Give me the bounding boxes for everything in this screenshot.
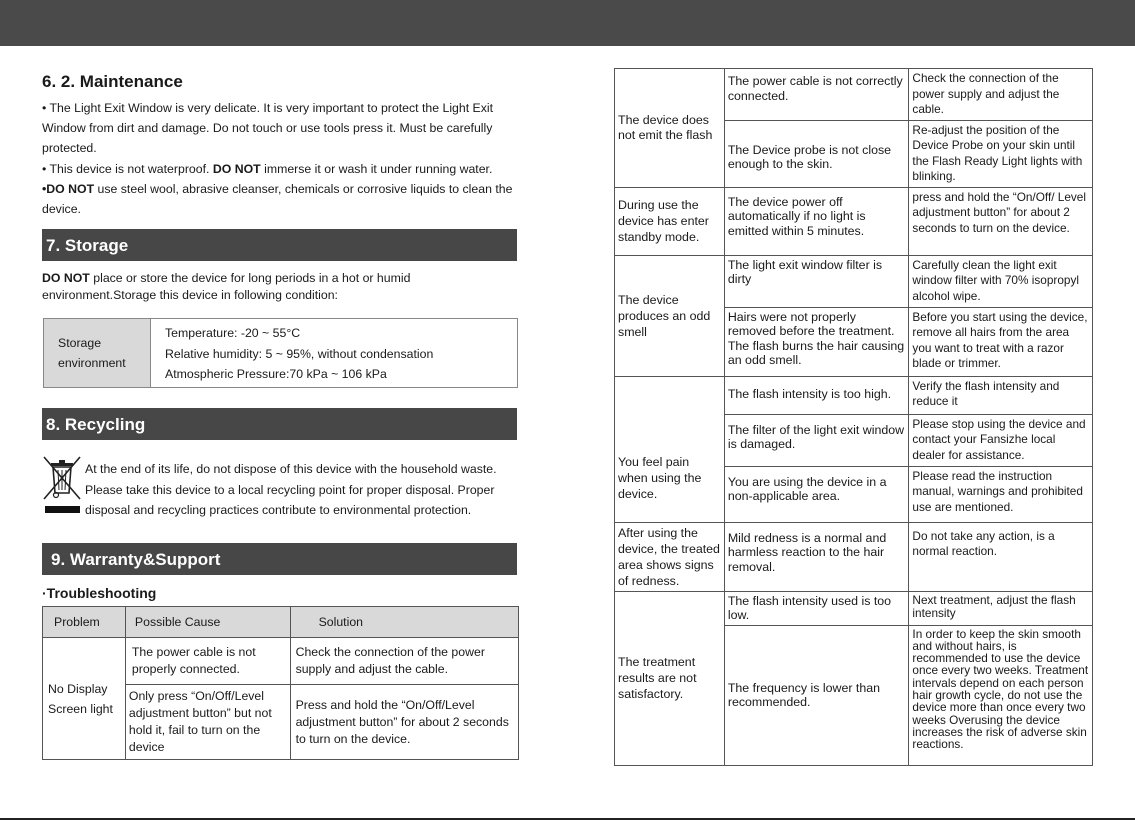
maintenance-bullet-3: •DO NOT use steel wool, abrasive cleanser, chemicals or corrosive liquids to clean the device. bbox=[42, 181, 513, 217]
cause-cell: The power cable is not correctly connected. bbox=[724, 69, 909, 121]
problem-cell: No Display Screen light bbox=[43, 638, 126, 760]
solution-cell: Do not take any action, is a normal reaction. bbox=[909, 522, 1093, 591]
cause-cell: The Device probe is not close enough to the skin. bbox=[724, 120, 909, 187]
table-row bbox=[615, 69, 1093, 121]
table-header-row bbox=[43, 607, 519, 638]
table-row bbox=[615, 376, 1093, 414]
cause-cell: The light exit window filter is dirty bbox=[724, 255, 909, 307]
storage-conditions-table bbox=[43, 318, 518, 388]
maintenance-bullet-2: • This device is not waterproof. DO NOT immerse it or wash it under running water. bbox=[42, 161, 493, 176]
solution-cell: Before you start using the device, remove all hairs from the area you want to treat with a razor blade or trimmer. bbox=[909, 307, 1093, 376]
solution-cell: Re-adjust the position of the Device Probe on your skin until the Flash Ready Light lights with blinking. bbox=[909, 120, 1093, 187]
solution-cell: Check the connection of the power supply and adjust the cable. bbox=[290, 638, 518, 685]
table-row bbox=[615, 187, 1093, 255]
cause-cell: The flash intensity is too high. bbox=[724, 376, 909, 414]
solution-cell: In order to keep the skin smooth and without hairs, is recommended to use the device once every two weeks. Treatment intervals depend on each person hair growth cycle, do not use the device more than once every two weeks Overusing the device increases the risk of adverse skin reactions. bbox=[909, 625, 1093, 765]
cause-cell: Hairs were not properly removed before the treatment. The flash burns the hair causing an odd smell. bbox=[724, 307, 909, 376]
page-header-bar bbox=[0, 0, 1135, 46]
solution-cell: press and hold the “On/Off/ Level adjustment button” for about 2 seconds to turn on the device. bbox=[909, 187, 1093, 255]
crossed-bin-icon bbox=[42, 455, 82, 517]
solution-cell: Carefully clean the light exit window filter with 70% isopropyl alcohol wipe. bbox=[909, 255, 1093, 307]
problem-cell: During use the device has enter standby mode. bbox=[615, 187, 725, 255]
recycling-section bbox=[42, 455, 532, 519]
storage-pressure: Atmospheric Pressure:70 kPa ~ 106 kPa bbox=[165, 367, 387, 381]
storage-intro: DO NOT place or store the device for long periods in a hot or humid environment.Storage this device in following condition: bbox=[42, 271, 411, 302]
solution-cell: Check the connection of the power supply and adjust the cable. bbox=[909, 69, 1093, 121]
problem-cell: The device does not emit the flash bbox=[615, 69, 725, 188]
problem-cell: You feel pain when using the device. bbox=[615, 376, 725, 522]
troubleshooting-table-left bbox=[42, 606, 519, 760]
warranty-heading: 9. Warranty&Support bbox=[42, 543, 517, 575]
cause-cell: The frequency is lower than recommended. bbox=[724, 625, 909, 765]
cause-cell: The filter of the light exit window is damaged. bbox=[724, 414, 909, 466]
storage-humidity: Relative humidity: 5 ~ 95%, without condensation bbox=[165, 346, 434, 361]
solution-cell: Please read the instruction manual, warnings and prohibited use are mentioned. bbox=[909, 466, 1093, 522]
solution-cell: Press and hold the “On/Off/Level adjustment button” for about 2 seconds to turn on the device. bbox=[290, 685, 518, 760]
recycling-text: At the end of its life, do not dispose of this device with the household waste. Please take this device to a local recycling point for proper disposal. Proper disposal and recycling practices contribute to environmental protection. bbox=[85, 462, 497, 517]
cause-cell: You are using the device in a non-applicable area. bbox=[724, 466, 909, 522]
col-cause: Possible Cause bbox=[125, 607, 290, 638]
solution-cell: Verify the flash intensity and reduce it bbox=[909, 376, 1093, 414]
maintenance-heading: 6. 2. Maintenance bbox=[42, 72, 183, 91]
maintenance-bullet-1: • The Light Exit Window is very delicate. It is very important to protect the Light Exit Window from dirt and damage. Do not touch or use tools press it. Must be carefully protected. bbox=[42, 101, 494, 156]
table-row bbox=[615, 522, 1093, 591]
storage-temperature: Temperature: -20 ~ 55°C bbox=[165, 326, 301, 340]
storage-heading: 7. Storage bbox=[42, 229, 517, 261]
cause-cell: The flash intensity used is too low. bbox=[724, 591, 909, 625]
cause-cell: Mild redness is a normal and harmless reaction to the hair removal. bbox=[724, 522, 909, 591]
problem-cell: The device produces an odd smell bbox=[615, 255, 725, 376]
cause-cell: Only press “On/Off/Level adjustment button” but not hold it, fail to turn on the device bbox=[125, 685, 290, 760]
problem-cell: The treatment results are not satisfactory. bbox=[615, 591, 725, 765]
solution-cell: Next treatment, adjust the flash intensity bbox=[909, 591, 1093, 625]
problem-cell: After using the device, the treated area shows signs of redness. bbox=[615, 522, 725, 591]
table-row bbox=[615, 255, 1093, 307]
col-problem: Problem bbox=[43, 607, 126, 638]
cause-cell: The power cable is not properly connected. bbox=[125, 638, 290, 685]
storage-values bbox=[151, 319, 433, 387]
storage-environment-label: Storage environment bbox=[44, 319, 151, 387]
troubleshooting-table-right bbox=[614, 68, 1093, 766]
cause-cell: The device power off automatically if no light is emitted within 5 minutes. bbox=[724, 187, 909, 255]
recycling-heading: 8. Recycling bbox=[42, 408, 517, 440]
col-solution: Solution bbox=[290, 607, 518, 638]
maintenance-section bbox=[42, 72, 532, 219]
table-row bbox=[43, 638, 519, 685]
table-row bbox=[615, 591, 1093, 625]
troubleshooting-heading: ·Troubleshooting bbox=[42, 585, 157, 601]
solution-cell: Please stop using the device and contact your Fansizhe local dealer for assistance. bbox=[909, 414, 1093, 466]
